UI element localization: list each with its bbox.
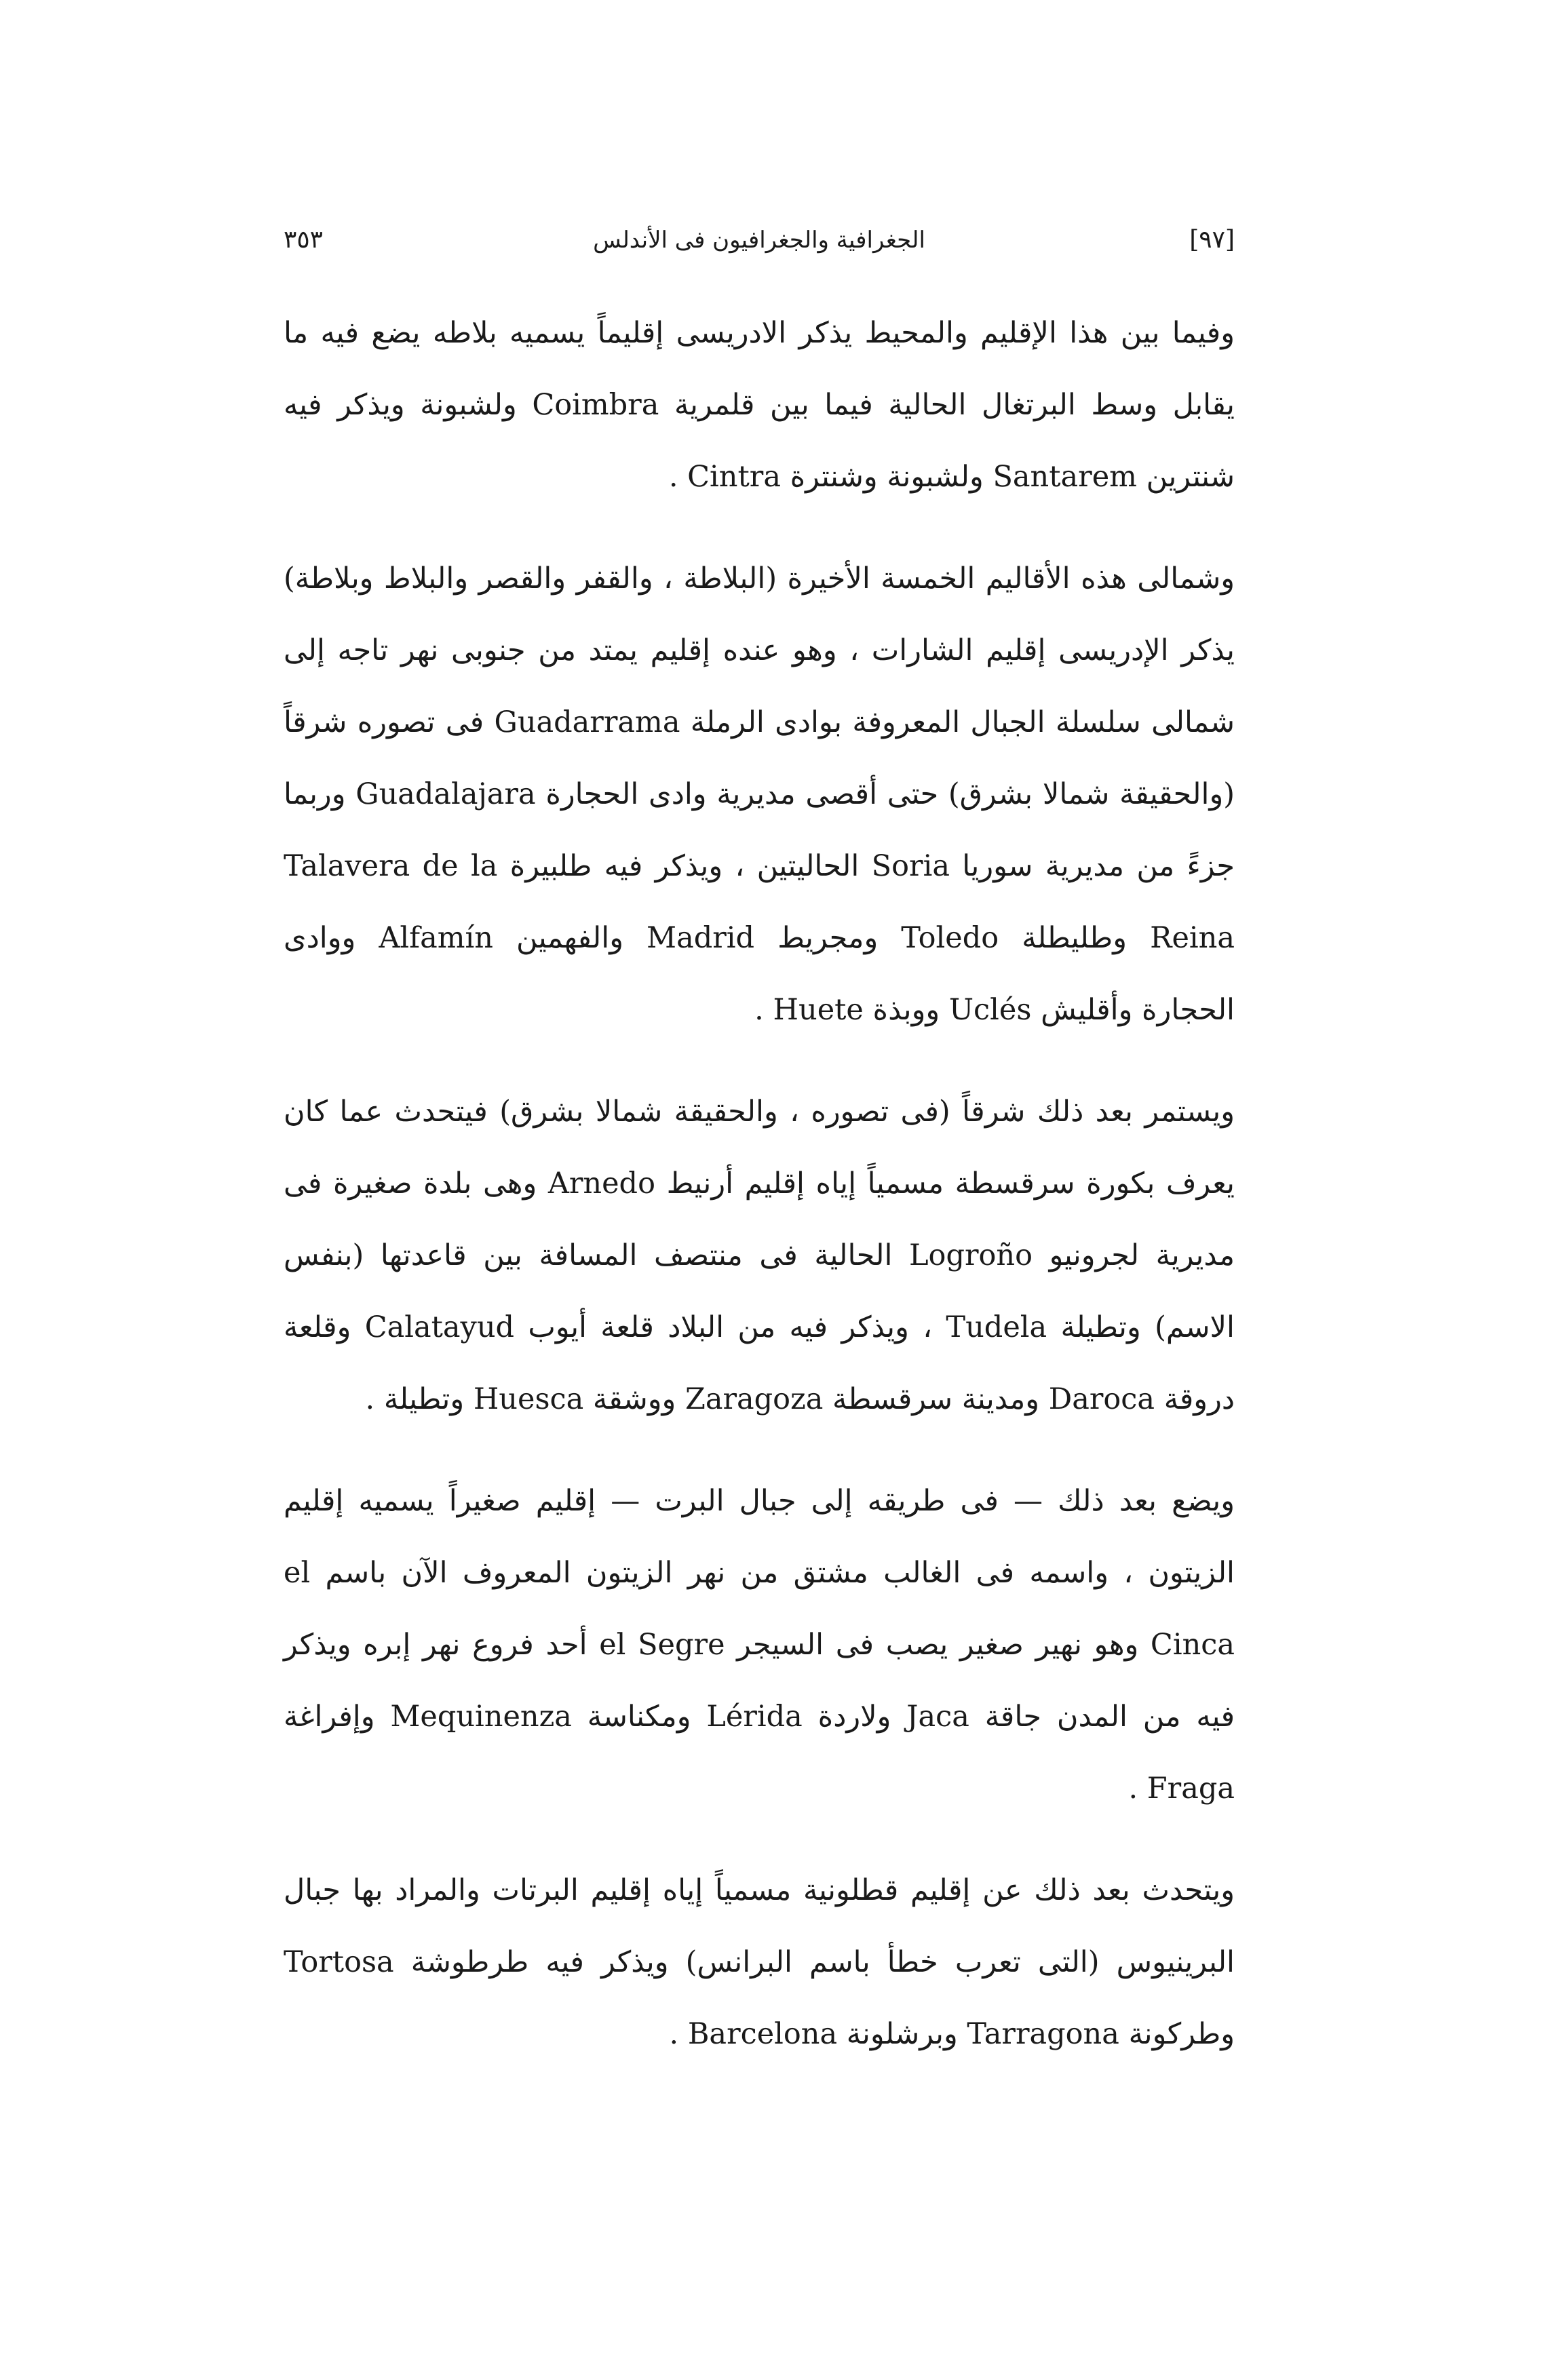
book-page — [284, 216, 1235, 2051]
paragraph-4: ويضع بعد ذلك — فى طريقه إلى جبال البرت — إقليم صغيراً يسميه إقليم الزيتون ، واسمه فى الغالب مشتق من نهر الزيتون المعروف الآن باسم el Cinca وهو نهير صغير يصب فى السيجر el Segre أحد فروع نهر إبره ويذكر فيه من المدن جاقة Jaca ولاردة Lérida ومكناسة Mequinenza وإفراغة Fraga . — [284, 1484, 1235, 1806]
body-text — [284, 297, 1235, 2100]
section-number: [٩٧] — [1189, 226, 1235, 254]
running-title: الجغرافية والجغرافيون فى الأندلس — [593, 227, 925, 254]
paragraph-5: ويتحدث بعد ذلك عن إقليم قطلونية مسمياً إياه إقليم البرتات والمراد بها جبال البرينيوس (التى تعرب خطأ باسم البرانس) ويذكر فيه طرطوشة Tortosa وطركونة Tarragona وبرشلونة Barcelona . — [284, 1873, 1235, 2051]
page-header — [284, 216, 1235, 265]
paragraph-1: وفيما بين هذا الإقليم والمحيط يذكر الادريسى إقليماً يسميه بلاطه يضع فيه ما يقابل وسط البرتغال الحالية فيما بين قلمرية Coimbra ولشبونة ويذكر فيه شنترين Santarem ولشبونة وشنترة Cintra . — [284, 316, 1235, 494]
page-number: ٣٥٣ — [284, 226, 324, 254]
paragraph-2: وشمالى هذه الأقاليم الخمسة الأخيرة (البلاطة ، والقفر والقصر والبلاط وبلاطة) يذكر الإدريسى إقليم الشارات ، وهو عنده إقليم يمتد من جنوبى نهر تاجه إلى شمالى سلسلة الجبال المعروفة بوادى الرملة Guadarrama فى تصوره شرقاً (والحقيقة شمالا بشرق) حتى أقصى مديرية وادى الحجارة Guadalajara وربما جزءً من مديرية سوريا Soria الحاليتين ، ويذكر فيه طلبيرة Talavera de la Reina وطليطلة Toledo ومجريط Madrid والفهمين Alfamín ووادى الحجارة وأقليش Uclés ووبذة Huete . — [284, 562, 1235, 1027]
paragraph-3: ويستمر بعد ذلك شرقاً (فى تصوره ، والحقيقة شمالا بشرق) فيتحدث عما كان يعرف بكورة سرقسطة مسمياً إياه إقليم أرنيط Arnedo وهى بلدة صغيرة فى مديرية لجرونيو Logroño الحالية فى منتصف المسافة بين قاعدتها (بنفس الاسم) وتطيلة Tudela ، ويذكر فيه من البلاد قلعة أيوب Calatayud وقلعة دروقة Daroca ومدينة سرقسطة Zaragoza ووشقة Huesca وتطيلة . — [284, 1095, 1235, 1416]
